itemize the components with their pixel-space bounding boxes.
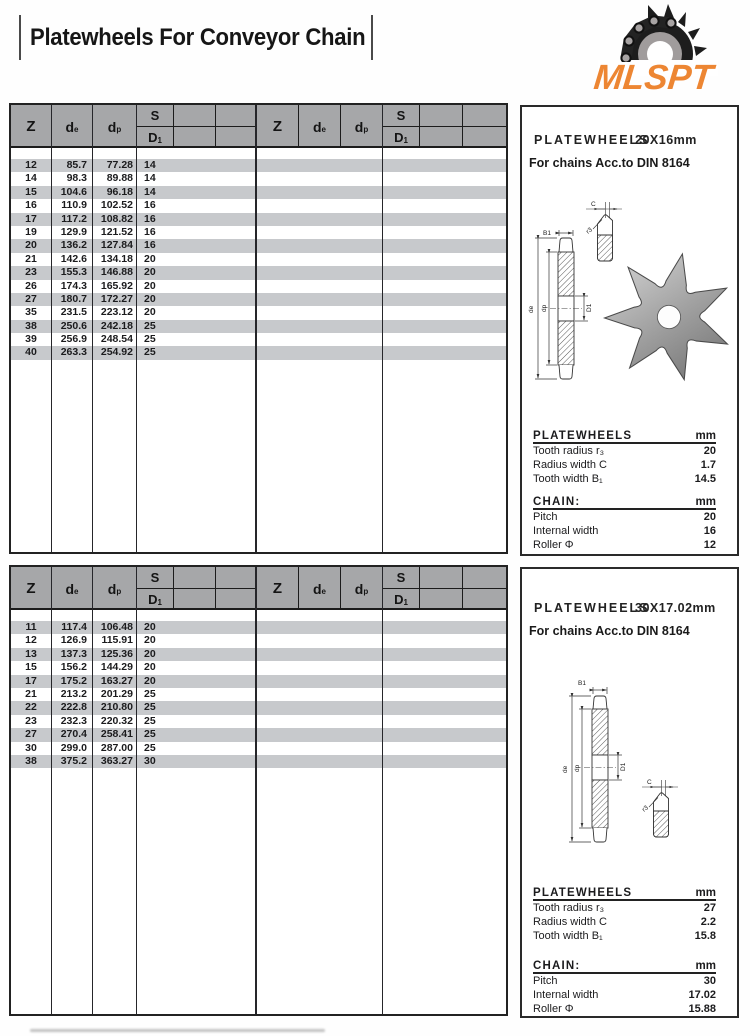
spec-row: Radius width C 2.2 <box>533 916 716 928</box>
spec-panel-20x16 <box>520 105 739 556</box>
svg-text:D1: D1 <box>586 303 593 312</box>
col-header-dp: d p <box>107 580 122 597</box>
table-body <box>11 159 506 360</box>
platewheel-table-30x17 <box>9 565 508 1016</box>
table-row: 23 232.3 220.32 25 <box>25 714 156 727</box>
platewheels-spec <box>533 427 716 486</box>
spec-title: CHAIN: <box>533 496 581 508</box>
table-header <box>11 105 506 148</box>
col-header-s: S <box>150 108 160 123</box>
table-row: 13 137.3 125.36 20 <box>11 648 506 661</box>
chain-spec <box>533 957 716 1016</box>
brand-name: MLSPT <box>592 58 715 97</box>
col-header-de: d e <box>65 118 79 135</box>
table-row: 12 126.9 115.91 20 <box>25 634 156 647</box>
table-row: 26 174.3 165.92 20 <box>25 279 156 292</box>
spec-row: Internal width 16 <box>533 525 716 537</box>
col-header-dp2: d p <box>354 118 369 135</box>
col-header-z2: Z <box>272 118 283 135</box>
chain-spec <box>533 493 716 552</box>
table-row: 11 117.4 106.48 20 <box>11 621 506 634</box>
panel-chains-note: For chains Acc.to DIN 8164 <box>529 156 690 170</box>
table-row: 20 136.2 127.84 16 <box>11 239 506 252</box>
table-row: 30 299.0 287.00 25 <box>25 741 156 754</box>
svg-text:dp: dp <box>574 764 581 772</box>
table-row: 38 250.6 242.18 25 <box>11 320 506 333</box>
table-row: 21 213.2 201.29 25 <box>25 687 156 700</box>
col-header-d1-2: D 1 <box>394 592 408 607</box>
spec-row: Roller Φ 15.88 <box>533 1003 716 1015</box>
panel-size: 30X17.02mm <box>635 601 716 615</box>
col-header-z: Z <box>26 118 36 135</box>
col-header-d1: D 1 <box>148 130 162 145</box>
svg-text:dp: dp <box>541 304 548 312</box>
panel-size: 20X16mm <box>635 133 697 147</box>
table-row: 39 256.9 248.54 25 <box>25 333 156 346</box>
table-row: 27 180.7 172.27 20 <box>11 293 506 306</box>
table-header <box>11 567 506 610</box>
brand-logo <box>588 2 728 102</box>
platewheel-photo <box>595 241 737 387</box>
col-header-z: Z <box>26 580 36 597</box>
col-header-de: d e <box>65 580 79 597</box>
table-row: 27 270.4 258.41 25 <box>11 728 506 741</box>
spec-unit: mm <box>695 496 716 508</box>
table-row: 23 155.3 146.88 20 <box>11 266 506 279</box>
col-header-de2: d e <box>312 580 326 597</box>
title-right-bar <box>371 15 373 60</box>
panel-product: PLATEWHEELS <box>534 133 650 147</box>
table-row: 17 175.2 163.27 20 <box>11 675 506 688</box>
platewheel-table-20x16 <box>9 103 508 554</box>
table-row: 15 104.6 96.18 14 <box>11 186 506 199</box>
table-row: 15 156.2 144.29 20 <box>25 661 156 674</box>
spec-row: Tooth width B₁ 15.8 <box>533 930 716 942</box>
spec-title: PLATEWHEELS <box>533 430 633 442</box>
col-header-dp: d p <box>107 118 122 135</box>
spec-title: CHAIN: <box>533 960 581 972</box>
page-title: Platewheels For Conveyor Chain <box>30 24 366 51</box>
spec-row: Pitch 30 <box>533 975 716 987</box>
spec-row: Tooth radius r₃ 27 <box>533 902 716 914</box>
panel-chains-note: For chains Acc.to DIN 8164 <box>529 624 690 638</box>
table-row: 17 117.2 108.82 16 <box>11 213 506 226</box>
table-row: 19 129.9 121.52 16 <box>25 225 156 238</box>
spec-row: Tooth radius r₃ 20 <box>533 445 716 457</box>
table-row: 22 222.8 210.80 25 <box>11 701 506 714</box>
table-row: 21 142.6 134.18 20 <box>25 252 156 265</box>
table-row: 16 110.9 102.52 16 <box>25 199 156 212</box>
spec-unit: mm <box>695 887 716 899</box>
svg-text:C: C <box>591 201 596 208</box>
table-row: 35 231.5 223.12 20 <box>25 306 156 319</box>
col-header-d1: D 1 <box>148 592 162 607</box>
col-header-de2: d e <box>312 118 326 135</box>
panel-product: PLATEWHEELS <box>534 601 650 615</box>
col-header-s2: S <box>396 108 406 123</box>
spec-row: Pitch 20 <box>533 511 716 523</box>
spec-panel-30x17 <box>520 567 739 1018</box>
svg-text:r3: r3 <box>584 226 594 236</box>
table-row: 38 375.2 363.27 30 <box>11 755 506 768</box>
title-left-bar <box>19 15 21 60</box>
col-header-dp2: d p <box>354 580 369 597</box>
svg-text:r3: r3 <box>640 804 650 814</box>
svg-text:de: de <box>528 305 535 313</box>
svg-text:de: de <box>562 765 569 773</box>
technical-drawing-2 <box>522 654 737 882</box>
spec-row: Internal width 17.02 <box>533 989 716 1001</box>
scan-shadow <box>30 1029 325 1032</box>
table-row: 12 85.7 77.28 14 <box>11 159 506 172</box>
table-body <box>11 621 506 768</box>
technical-drawing-1 <box>522 195 737 423</box>
table-row: 14 98.3 89.88 14 <box>25 172 156 185</box>
spec-row: Tooth width B₁ 14.5 <box>533 473 716 485</box>
svg-text:B1: B1 <box>578 680 586 687</box>
spec-row: Roller Φ 12 <box>533 539 716 551</box>
svg-text:B1: B1 <box>543 230 551 237</box>
col-header-d1-2: D 1 <box>394 130 408 145</box>
spec-unit: mm <box>695 430 716 442</box>
spec-title: PLATEWHEELS <box>533 887 633 899</box>
platewheels-spec <box>533 884 716 943</box>
spec-row: Radius width C 1.7 <box>533 459 716 471</box>
table-row: 40 263.3 254.92 25 <box>11 346 506 359</box>
col-header-s2: S <box>396 570 406 585</box>
svg-text:C: C <box>647 779 652 786</box>
col-header-s: S <box>150 570 160 585</box>
svg-text:D1: D1 <box>620 762 627 771</box>
spec-unit: mm <box>695 960 716 972</box>
col-header-z2: Z <box>272 580 283 597</box>
